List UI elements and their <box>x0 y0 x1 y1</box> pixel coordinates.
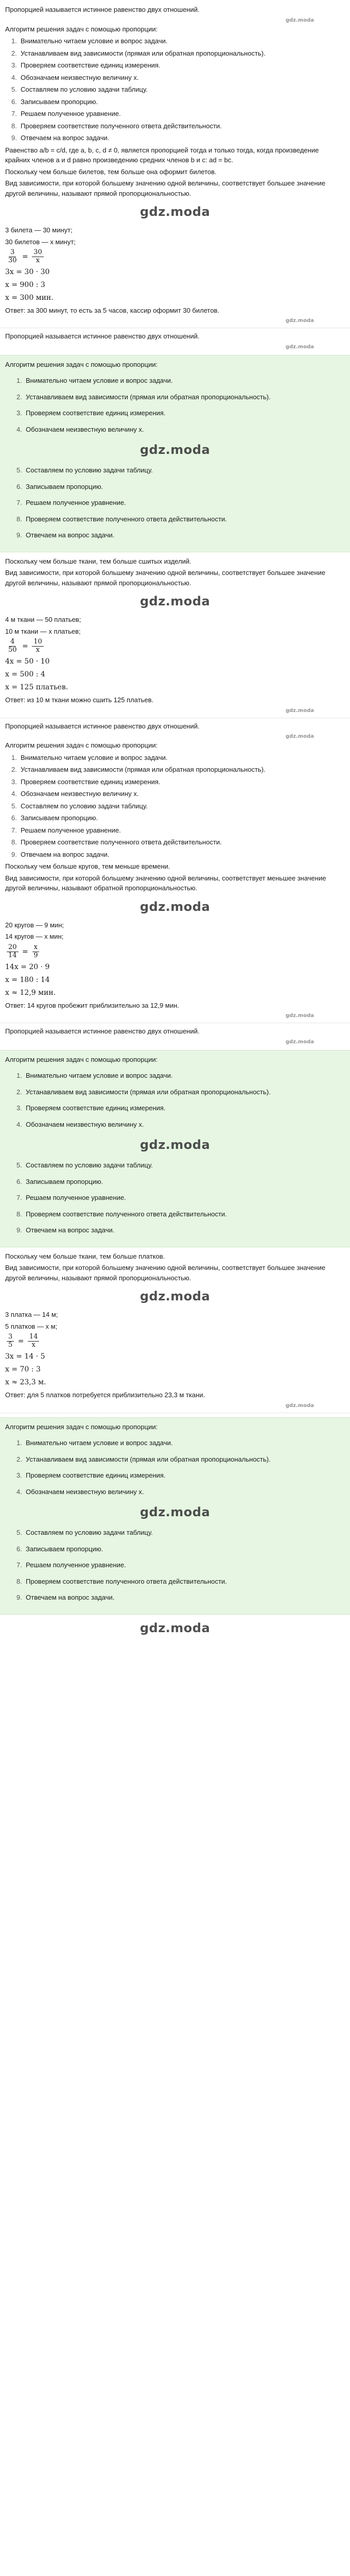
step-text: Отвечаем на вопрос задачи. <box>26 1226 115 1234</box>
equation <box>5 656 345 667</box>
step-number: 3. <box>11 777 17 786</box>
equation <box>5 1333 345 1349</box>
step-number: 7. <box>11 110 17 117</box>
step-number: 5. <box>16 1529 22 1536</box>
algorithm-steps <box>5 753 345 860</box>
fraction <box>32 249 44 265</box>
definition-text: Вид зависимости, при которой большему значению одной величины, соответствует меньшее значение другой величины, называют обратной пропорциональностью. <box>5 874 326 892</box>
step-text: Проверяем соответствие полученного ответа действительности. <box>21 122 222 130</box>
watermark: gdz.moda <box>139 899 211 914</box>
step-text: Составляем по условию задачи таблицу. <box>21 86 148 93</box>
equation-text: x = 125 платьев. <box>5 683 68 692</box>
fraction <box>28 1333 40 1349</box>
step-number: 5. <box>11 802 17 810</box>
equation-text: 14x = 20 · 9 <box>5 962 50 971</box>
algorithm-step <box>5 530 345 540</box>
step-text: Отвечаем на вопрос задачи. <box>26 531 115 539</box>
step-number: 7. <box>16 499 22 507</box>
step-text: Устанавливаем вид зависимости (прямая или обратная пропорциональность). <box>26 1455 271 1463</box>
algorithm-title: Алгоритм решения задач с помощью пропорции: <box>5 741 158 750</box>
watermark: gdz.moda <box>139 1289 211 1304</box>
step-text: Внимательно читаем условие и вопрос задачи. <box>21 37 168 45</box>
watermark: gdz.moda <box>139 1138 211 1153</box>
algorithm-step <box>5 121 345 131</box>
fraction <box>7 944 19 960</box>
step-text: Отвечаем на вопрос задачи. <box>26 1594 115 1601</box>
step-number: 6. <box>11 814 17 822</box>
step-text: Решаем полученное уравнение. <box>26 1561 126 1569</box>
algorithm-box <box>0 740 350 859</box>
numerator: 20 <box>7 944 19 952</box>
algorithm-step <box>5 1454 345 1465</box>
step-text: Внимательно читаем условие и вопрос задачи. <box>26 1439 173 1447</box>
equation <box>5 682 345 693</box>
numerator: 4 <box>9 638 16 647</box>
step-number: 2. <box>11 766 17 774</box>
equation-text: 4x = 50 · 10 <box>5 657 50 666</box>
algorithm-step <box>5 73 345 83</box>
equation <box>5 1377 345 1388</box>
solution-section <box>0 5 350 328</box>
step-text: Составляем по условию задачи таблицу. <box>26 466 153 474</box>
algorithm-step <box>5 1103 345 1113</box>
watermark: gdz.moda <box>139 443 211 457</box>
equals-sign: = <box>20 947 31 956</box>
equation-text: x ≈ 12,9 мин. <box>5 988 56 997</box>
algorithm-step <box>5 1592 345 1603</box>
step-number: 2. <box>16 1455 22 1463</box>
step-text: Отвечаем на вопрос задачи. <box>21 134 110 142</box>
denominator: x <box>31 1341 36 1349</box>
step-text: Проверяем соответствие единиц измерения. <box>26 1471 166 1479</box>
equation-text: x = 500 : 4 <box>5 670 45 679</box>
step-number: 8. <box>16 1210 22 1218</box>
denominator: 50 <box>8 646 17 654</box>
algorithm-step <box>5 1544 345 1554</box>
step-number: 5. <box>16 466 22 474</box>
equals-sign: = <box>20 252 31 261</box>
step-number: 4. <box>16 1487 22 1496</box>
solution-body <box>0 145 350 325</box>
step-text: Обозначаем неизвестную величину x. <box>26 425 144 433</box>
algorithm-step <box>5 97 345 107</box>
algorithm-steps <box>5 1071 345 1235</box>
step-number: 4. <box>16 1120 22 1128</box>
algorithm-step <box>5 1470 345 1481</box>
watermark: gdz.moda <box>139 1505 211 1519</box>
step-number: 4. <box>11 790 17 798</box>
algorithm-title: Алгоритм решения задач с помощью пропорции: <box>5 1055 158 1063</box>
step-text: Устанавливаем вид зависимости (прямая или обратная пропорциональность). <box>26 1088 271 1096</box>
given-line: 3 билета — 30 минут; <box>5 226 73 234</box>
algorithm-step <box>5 765 345 775</box>
algorithm-step <box>5 1209 345 1219</box>
intro-text: Пропорцией называется истинное равенство двух отношений. <box>5 1027 200 1036</box>
step-text: Решаем полученное уравнение. <box>26 1194 126 1202</box>
given-line: 30 билетов — x минут; <box>5 238 76 246</box>
step-number: 1. <box>16 1072 22 1080</box>
algorithm-step <box>5 1438 345 1448</box>
step-text: Обозначаем неизвестную величину x. <box>21 73 139 81</box>
algorithm-step <box>5 1560 345 1570</box>
step-number: 1. <box>16 1439 22 1447</box>
algorithm-step <box>5 425 345 435</box>
step-text: Обозначаем неизвестную величину x. <box>21 790 139 798</box>
step-number: 9. <box>16 1594 22 1601</box>
algorithm-step <box>5 813 345 823</box>
step-text: Проверяем соответствие полученного ответа действительности. <box>26 1210 227 1218</box>
algorithm-step <box>5 837 345 848</box>
proportion-rule: Равенство a/b = c/d, где a, b, c, d ≠ 0, является пропорцией тогда и только тогда, когда произведение крайних членов a и d равно произведению средних членов b и c: ad = bc. <box>5 146 319 164</box>
step-text: Устанавливаем вид зависимости (прямая или обратная пропорциональность). <box>21 49 266 57</box>
answer-text: Ответ: для 5 платков потребуется приблизительно 23,3 м ткани. <box>5 1391 205 1399</box>
numerator: 10 <box>32 638 44 647</box>
algorithm-step <box>5 753 345 763</box>
step-text: Составляем по условию задачи таблицу. <box>26 1161 153 1170</box>
step-text: Записываем пропорцию. <box>26 482 103 490</box>
step-number: 1. <box>16 377 22 385</box>
equation-text: x = 180 : 14 <box>5 975 50 984</box>
algorithm-step <box>5 84 345 95</box>
algorithm-step <box>5 1487 345 1497</box>
algorithm-step <box>5 465 345 476</box>
intro-block <box>0 1026 350 1046</box>
step-number: 7. <box>16 1194 22 1202</box>
equation <box>5 669 345 680</box>
given-line: 20 кругов — 9 мин; <box>5 921 64 929</box>
algorithm-step <box>5 801 345 811</box>
equation <box>5 638 345 654</box>
given-line: 10 м ткани — x платьев; <box>5 627 81 635</box>
answer-text: Ответ: из 10 м ткани можно сшить 125 платьев. <box>5 696 154 704</box>
step-text: Отвечаем на вопрос задачи. <box>21 850 110 858</box>
step-number: 1. <box>11 37 17 45</box>
step-number: 2. <box>16 1088 22 1096</box>
algorithm-step <box>5 789 345 799</box>
step-number: 3. <box>16 409 22 417</box>
step-number: 4. <box>11 73 17 81</box>
dependency-text: Поскольку чем больше ткани, тем больше платков. <box>5 1252 165 1260</box>
intro-block <box>0 721 350 741</box>
equation-text: x = 300 мин. <box>5 293 54 302</box>
equation <box>5 293 345 303</box>
answer-text: Ответ: 14 кругов пробежит приблизительно за 12,9 мин. <box>5 1001 179 1009</box>
step-text: Проверяем соответствие единиц измерения. <box>21 61 161 69</box>
algorithm-step <box>5 408 345 418</box>
watermark-small: gdz.moda <box>285 734 314 740</box>
equation <box>5 975 345 986</box>
step-text: Внимательно читаем условие и вопрос задачи. <box>26 377 173 385</box>
equation-text: 3x = 14 · 5 <box>5 1352 45 1361</box>
watermark-small: gdz.moda <box>285 1402 314 1409</box>
numerator: 3 <box>9 249 16 257</box>
watermark: gdz.moda <box>139 205 211 219</box>
step-text: Записываем пропорцию. <box>21 814 98 822</box>
watermark-small: gdz.moda <box>285 707 314 714</box>
step-number: 9. <box>16 531 22 539</box>
step-number: 9. <box>16 1226 22 1234</box>
solution-body <box>0 1251 350 1410</box>
solution-section <box>0 721 350 1023</box>
algorithm-step <box>5 133 345 143</box>
numerator: x <box>32 944 39 952</box>
algorithm-box <box>0 355 350 552</box>
equals-sign: = <box>15 1337 26 1346</box>
fraction <box>32 944 39 960</box>
algorithm-box <box>0 1050 350 1247</box>
algorithm-step <box>5 1528 345 1538</box>
algorithm-step <box>5 1193 345 1203</box>
answer-text: Ответ: за 300 минут, то есть за 5 часов, кассир оформит 30 билетов. <box>5 306 220 314</box>
step-number: 9. <box>11 850 17 858</box>
step-text: Решаем полученное уравнение. <box>21 826 121 834</box>
dependency-text: Поскольку чем больше билетов, тем больше она оформит билетов. <box>5 167 217 176</box>
algorithm-step <box>5 60 345 71</box>
fraction <box>7 638 19 654</box>
algorithm-step <box>5 825 345 836</box>
definition-text: Вид зависимости, при которой большему значению одной величины, соответствует большее значение другой величины, называют прямой пропорциональностью. <box>5 1264 326 1282</box>
numerator: 3 <box>7 1333 14 1342</box>
denominator: x <box>36 256 40 264</box>
solutions-container <box>0 5 350 1413</box>
algorithm-steps <box>5 36 345 143</box>
final-algorithm <box>0 1417 350 1637</box>
step-number: 7. <box>11 826 17 834</box>
equation <box>5 1364 345 1375</box>
algorithm-steps <box>5 1438 345 1603</box>
algorithm-step <box>5 850 345 860</box>
equation-text: x = 70 : 3 <box>5 1365 41 1374</box>
solution-body <box>0 861 350 1020</box>
definition-text: Вид зависимости, при которой большему значению одной величины, соответствует большее значение другой величины, называют прямой пропорциональностью. <box>5 569 326 587</box>
watermark: gdz.moda <box>139 594 211 609</box>
fraction <box>7 249 19 265</box>
algorithm-title: Алгоритм решения задач с помощью пропорции: <box>5 360 158 368</box>
step-number: 8. <box>11 838 17 846</box>
algorithm-step <box>5 1177 345 1187</box>
step-number: 9. <box>11 134 17 142</box>
step-text: Проверяем соответствие полученного ответа действительности. <box>21 838 222 846</box>
given-line: 5 платков — x м; <box>5 1322 58 1330</box>
algorithm-title: Алгоритм решения задач с помощью пропорции: <box>5 25 158 33</box>
step-number: 6. <box>11 97 17 106</box>
step-number: 6. <box>16 1177 22 1185</box>
solution-body <box>0 556 350 715</box>
step-text: Проверяем соответствие единиц измерения. <box>26 1104 166 1112</box>
definition-text: Вид зависимости, при которой большему значению одной величины, соответствует большее значение другой величины, называют прямой пропорциональностью. <box>5 179 326 197</box>
step-text: Обозначаем неизвестную величину x. <box>26 1487 144 1496</box>
denominator: 30 <box>8 256 17 264</box>
step-text: Внимательно читаем условие и вопрос задачи. <box>26 1072 173 1080</box>
step-number: 3. <box>11 61 17 69</box>
numerator: 30 <box>32 249 44 257</box>
equation <box>5 280 345 291</box>
algorithm-step <box>5 1087 345 1097</box>
step-text: Решаем полученное уравнение. <box>26 499 126 507</box>
algorithm-step <box>5 376 345 386</box>
watermark: gdz.moda <box>139 1620 211 1635</box>
step-number: 8. <box>11 122 17 130</box>
watermark-small: gdz.moda <box>285 17 314 23</box>
step-number: 8. <box>16 515 22 523</box>
step-number: 8. <box>16 1577 22 1585</box>
intro-text: Пропорцией называется истинное равенство двух отношений. <box>5 332 200 341</box>
algorithm-step <box>5 109 345 119</box>
dependency-text: Поскольку чем больше кругов, тем меньше времени. <box>5 862 170 871</box>
given-line: 3 платка — 14 м; <box>5 1311 58 1319</box>
fraction <box>7 1333 14 1349</box>
intro-block <box>0 5 350 24</box>
watermark-small: gdz.moda <box>285 1039 314 1045</box>
algorithm-step <box>5 777 345 787</box>
step-number: 2. <box>11 49 17 57</box>
watermark-small: gdz.moda <box>285 344 314 350</box>
algorithm-box <box>0 1417 350 1615</box>
watermark-small: gdz.moda <box>285 1013 314 1019</box>
dependency-text: Поскольку чем больше ткани, тем больше сшитых изделий. <box>5 557 191 565</box>
algorithm-steps <box>5 376 345 540</box>
given-line: 4 м ткани — 50 платьев; <box>5 616 81 624</box>
step-text: Внимательно читаем условие и вопрос задачи. <box>21 753 168 761</box>
step-number: 2. <box>16 393 22 401</box>
solution-section <box>0 1026 350 1413</box>
step-text: Записываем пропорцию. <box>26 1545 103 1553</box>
step-text: Проверяем соответствие единиц измерения. <box>26 409 166 417</box>
step-text: Проверяем соответствие полученного ответа действительности. <box>26 515 227 523</box>
equation-text: 3x = 30 · 30 <box>5 267 50 276</box>
step-number: 6. <box>16 482 22 490</box>
step-text: Обозначаем неизвестную величину x. <box>26 1120 144 1128</box>
step-number: 5. <box>11 86 17 93</box>
denominator: 5 <box>8 1341 13 1349</box>
equation <box>5 249 345 265</box>
algorithm-step <box>5 36 345 46</box>
step-text: Составляем по условию задачи таблицу. <box>26 1529 153 1536</box>
equation <box>5 944 345 960</box>
equation <box>5 962 345 973</box>
step-number: 3. <box>16 1471 22 1479</box>
watermark-small: gdz.moda <box>285 318 314 324</box>
intro-block <box>0 331 350 351</box>
given-line: 14 кругов — x мин; <box>5 933 64 941</box>
intro-text: Пропорцией называется истинное равенство двух отношений. <box>5 722 200 730</box>
algorithm-step <box>5 1577 345 1587</box>
fraction <box>32 638 44 654</box>
equation-text: x ≈ 23,3 м. <box>5 1378 46 1386</box>
equation-text: x = 900 : 3 <box>5 280 45 289</box>
step-text: Устанавливаем вид зависимости (прямая или обратная пропорциональность). <box>21 766 266 774</box>
equation <box>5 267 345 278</box>
solution-section <box>0 331 350 718</box>
algorithm-step <box>5 1120 345 1130</box>
denominator: 9 <box>33 951 38 959</box>
equation <box>5 988 345 998</box>
algorithm-step <box>5 498 345 508</box>
equals-sign: = <box>20 642 31 651</box>
step-number: 5. <box>16 1161 22 1170</box>
algorithm-box <box>0 24 350 143</box>
step-text: Проверяем соответствие единиц измерения. <box>21 777 161 786</box>
step-text: Устанавливаем вид зависимости (прямая или обратная пропорциональность). <box>26 393 271 401</box>
step-text: Записываем пропорцию. <box>21 97 98 106</box>
step-text: Проверяем соответствие полученного ответа действительности. <box>26 1577 227 1585</box>
numerator: 14 <box>28 1333 40 1342</box>
algorithm-step <box>5 514 345 524</box>
step-number: 7. <box>16 1561 22 1569</box>
step-number: 1. <box>11 753 17 761</box>
intro-text: Пропорцией называется истинное равенство двух отношений. <box>5 6 200 13</box>
step-number: 3. <box>16 1104 22 1112</box>
denominator: 14 <box>8 951 17 959</box>
algorithm-step <box>5 392 345 402</box>
algorithm-step <box>5 1225 345 1235</box>
step-number: 6. <box>16 1545 22 1553</box>
step-number: 4. <box>16 425 22 433</box>
equation <box>5 1351 345 1362</box>
step-text: Решаем полученное уравнение. <box>21 110 121 117</box>
algorithm-step <box>5 1160 345 1171</box>
algorithm-step <box>5 482 345 492</box>
denominator: x <box>36 646 40 654</box>
algorithm-step <box>5 1071 345 1081</box>
step-text: Составляем по условию задачи таблицу. <box>21 802 148 810</box>
algorithm-step <box>5 48 345 59</box>
step-text: Записываем пропорцию. <box>26 1177 103 1185</box>
algorithm-title: Алгоритм решения задач с помощью пропорции: <box>5 1422 158 1431</box>
